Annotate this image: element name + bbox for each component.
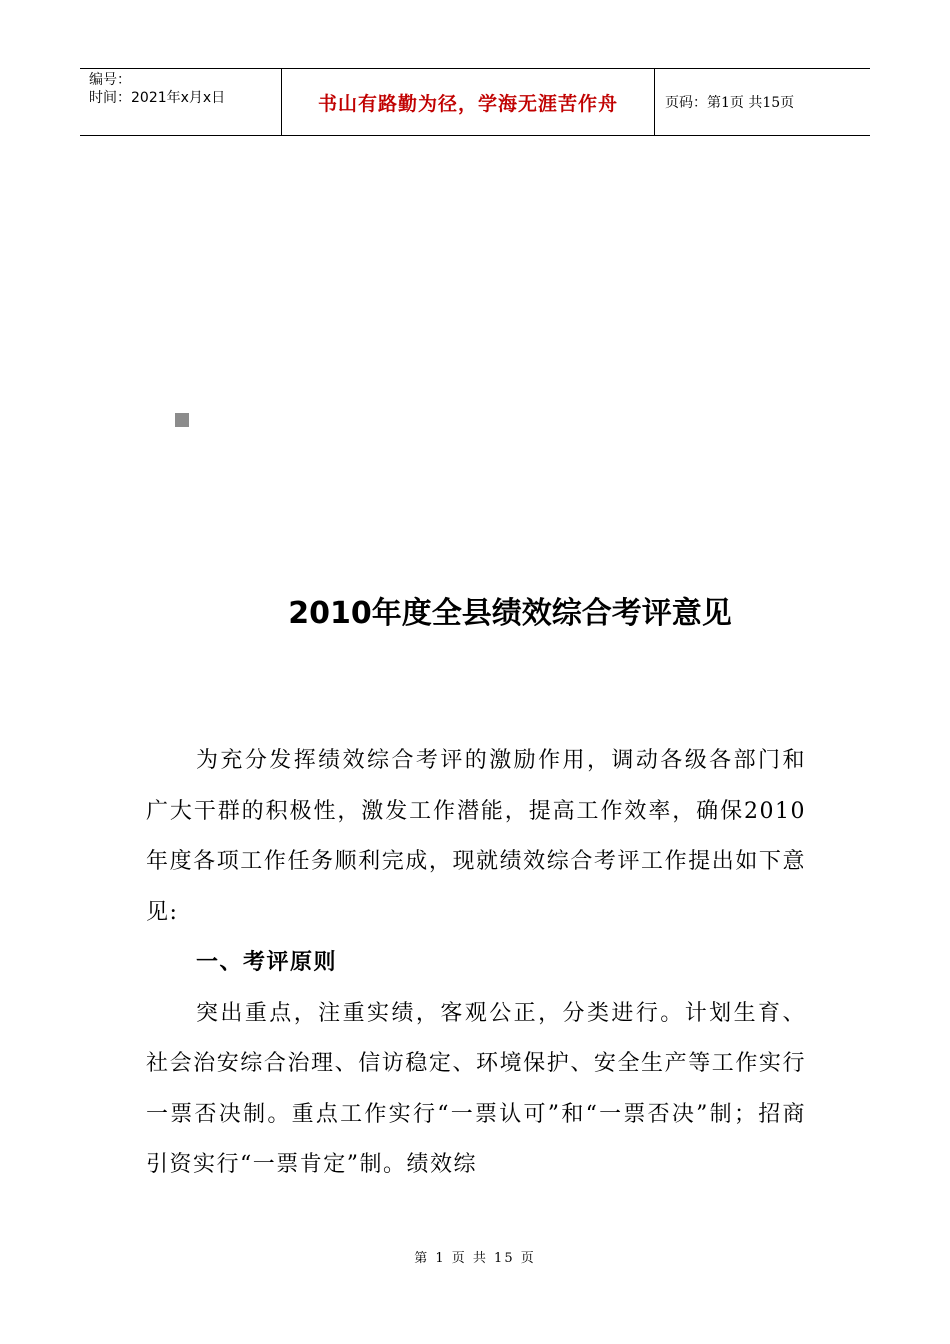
intro-paragraph: 为充分发挥绩效综合考评的激励作用，调动各级各部门和广大干群的积极性，激发工作潜能，提高工作效率，确保2010年度各项工作任务顺利完成，现就绩效综合考评工作提出如下意见:	[146, 748, 806, 925]
section-paragraph: 突出重点，注重实绩，客观公正，分类进行。计划生育、社会治安综合治理、信访稳定、环境保护、安全生产等工作实行一票否决制。重点工作实行“一票认可”和“一票否决”制；招商引资实行“一票肯定”制。绩效综	[146, 1000, 806, 1177]
header-motto: 书山有路勤为径，学海无涯苦作舟	[281, 69, 655, 135]
page-title: 2010年度全县绩效综合考评意见	[288, 596, 732, 631]
header-meta	[80, 69, 281, 135]
time-label: 时间：2021年x月x日	[89, 90, 226, 106]
header-page-info: 页码：第1页 共15页	[665, 95, 795, 111]
page-footer: 第 1 页 共 15 页	[414, 1251, 536, 1266]
document-header	[80, 68, 870, 136]
document-body	[146, 736, 806, 1191]
number-label: 编号：	[89, 72, 131, 88]
section-heading: 一、考评原则	[196, 950, 338, 975]
square-bullet-icon	[175, 413, 189, 427]
